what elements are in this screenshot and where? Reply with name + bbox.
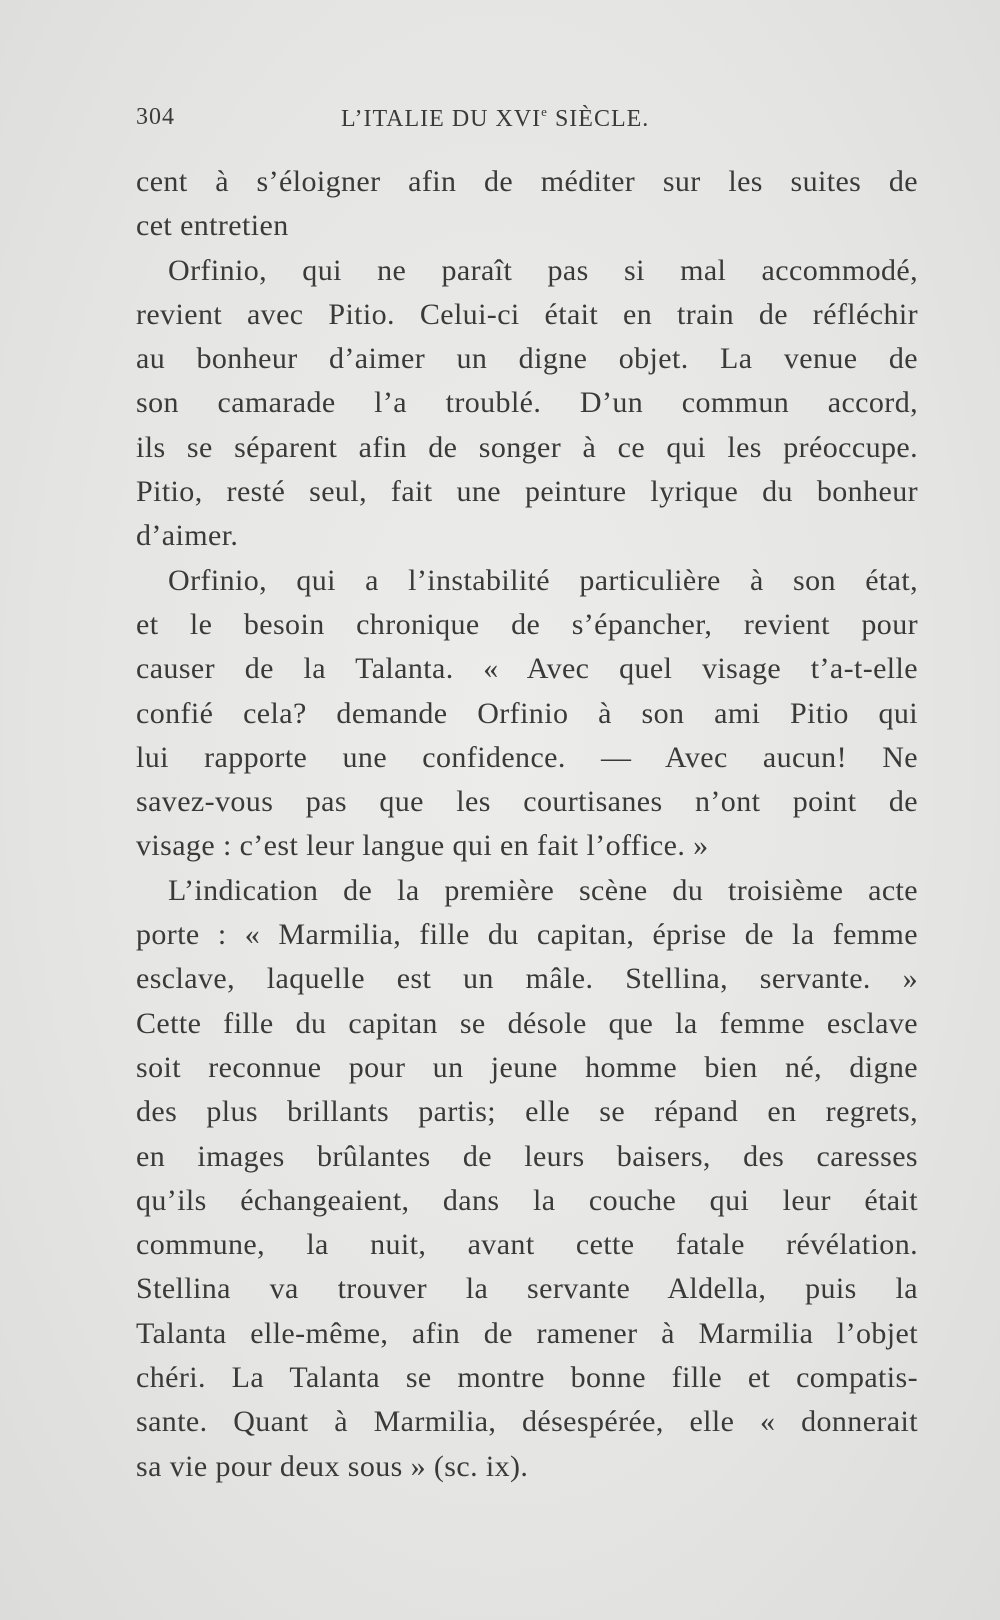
- text-line: des plus brillants partis; elle se répand en regrets,: [136, 1095, 918, 1129]
- text-line: Orfinio, qui ne paraît pas si mal accommodé,: [168, 253, 918, 287]
- running-head: [136, 100, 716, 140]
- text-line: commune, la nuit, avant cette fatale révélation.: [136, 1228, 918, 1262]
- text-line: savez-vous pas que les courtisanes n’ont point de: [136, 785, 918, 819]
- text-line: Stellina va trouver la servante Aldella, puis la: [136, 1272, 918, 1306]
- text-line: soit reconnue pour un jeune homme bien né, digne: [136, 1050, 918, 1084]
- text-line: en images brûlantes de leurs baisers, des caresses: [136, 1139, 918, 1173]
- text-line: Orfinio, qui a l’instabilité particulière à son état,: [168, 563, 918, 597]
- text-line: esclave, laquelle est un mâle. Stellina, servante. »: [136, 962, 918, 996]
- text-line: cent à s’éloigner afin de méditer sur les suites de: [136, 165, 918, 198]
- body-text: [136, 160, 918, 1489]
- text-line: revient avec Pitio. Celui-ci était en train de réfléchir: [136, 297, 918, 331]
- text-line: son camarade l’a troublé. D’un commun accord,: [136, 386, 918, 420]
- text-line: qu’ils échangeaient, dans la couche qui leur était: [136, 1183, 918, 1217]
- text-line: d’aimer.: [136, 519, 239, 553]
- text-line: au bonheur d’aimer un digne objet. La venue de: [136, 342, 918, 376]
- page-number: 304: [136, 104, 175, 130]
- running-title-main: L’ITALIE DU XVI: [341, 106, 542, 132]
- text-line: Pitio, resté seul, fait une peinture lyrique du bonheur: [136, 475, 918, 509]
- text-line: Talanta elle-même, afin de ramener à Marmilia l’objet: [136, 1316, 918, 1350]
- text-line: causer de la Talanta. « Avec quel visage t’a-t-elle: [136, 652, 918, 686]
- text-line: Cette fille du capitan se désole que la femme esclave: [136, 1006, 918, 1040]
- running-title-superscript: e: [541, 104, 548, 119]
- text-line: confié cela? demande Orfinio à son ami Pitio qui: [136, 696, 918, 730]
- text-line: lui rapporte une confidence. — Avec aucun! Ne: [136, 740, 918, 774]
- text-line: L’indication de la première scène du troisième acte: [168, 873, 918, 907]
- text-line: porte : « Marmilia, fille du capitan, éprise de la femme: [136, 918, 918, 952]
- text-line: chéri. La Talanta se montre bonne fille et compatis-: [136, 1361, 918, 1395]
- text-line: cet entretien: [136, 209, 289, 243]
- text-line: visage : c’est leur langue qui en fait l’office. »: [136, 829, 709, 863]
- running-title-end: SIÈCLE.: [547, 106, 650, 132]
- text-line: sante. Quant à Marmilia, désespérée, elle « donnerait: [136, 1405, 918, 1439]
- running-title: [341, 104, 649, 133]
- text-line: sa vie pour deux sous » (sc. ix).: [136, 1449, 529, 1483]
- text-line: ils se séparent afin de songer à ce qui les préoccupe.: [136, 430, 918, 464]
- text-line: et le besoin chronique de s’épancher, revient pour: [136, 607, 918, 641]
